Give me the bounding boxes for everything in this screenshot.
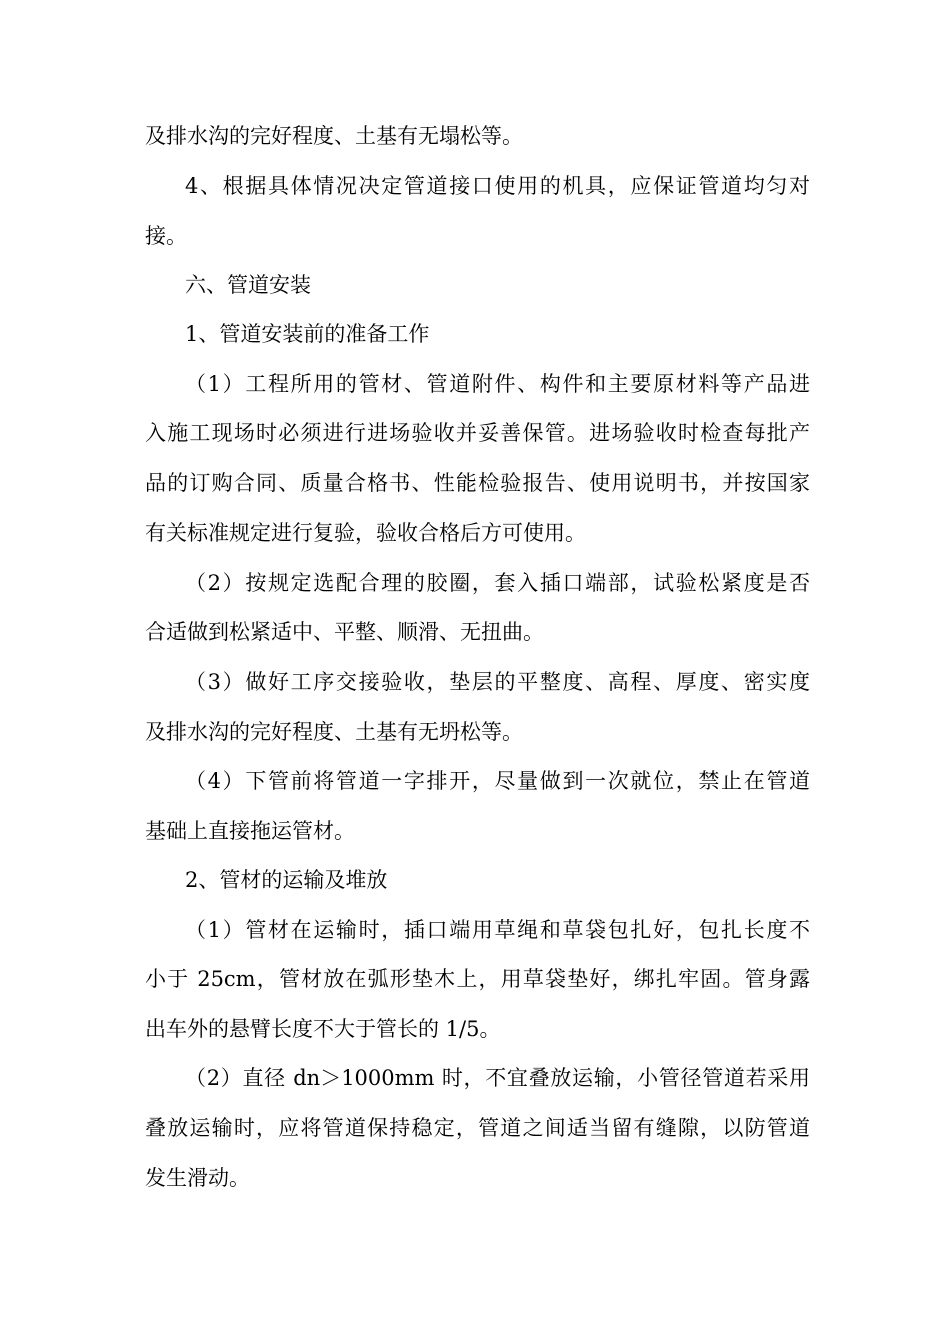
subsection-heading-2: 2、管材的运输及堆放 xyxy=(185,868,388,892)
text-line-6: （1）工程所用的管材、管道附件、构件和主要原材料等产品进 xyxy=(185,372,810,396)
text-line-21: 叠放运输时，应将管道保持稳定，管道之间适当留有缝隙，以防管道 xyxy=(145,1116,810,1140)
text-line-12: （3）做好工序交接验收，垫层的平整度、高程、厚度、密实度 xyxy=(185,670,810,694)
text-line-10: （2）按规定选配合理的胶圈，套入插口端部，试验松紧度是否 xyxy=(185,571,810,595)
text-line-19: 出车外的悬臂长度不大于管长的 1/5。 xyxy=(145,1017,501,1041)
text-line-7: 入施工现场时必须进行进场验收并妥善保管。进场验收时检查每批产 xyxy=(145,421,810,445)
text-line-15: 基础上直接拖运管材。 xyxy=(145,819,355,843)
text-line-17: （1）管材在运输时，插口端用草绳和草袋包扎好，包扎长度不 xyxy=(185,918,810,942)
subsection-heading-1: 1、管道安装前的准备工作 xyxy=(185,322,430,346)
text-line-1: 及排水沟的完好程度、土基有无塌松等。 xyxy=(145,124,523,148)
text-line-2: 4、根据具体情况决定管道接口使用的机具，应保证管道均匀对 xyxy=(185,174,810,198)
text-line-20: （2）直径 dn＞1000mm 时，不宜叠放运输，小管径管道若采用 xyxy=(185,1066,810,1090)
text-line-3: 接。 xyxy=(145,224,187,248)
text-line-18: 小于 25cm，管材放在弧形垫木上，用草袋垫好，绑扎牢固。管身露 xyxy=(145,967,810,991)
text-line-14: （4）下管前将管道一字排开，尽量做到一次就位，禁止在管道 xyxy=(185,769,810,793)
section-heading: 六、管道安装 xyxy=(185,273,311,297)
text-line-9: 有关标准规定进行复验，验收合格后方可使用。 xyxy=(145,521,586,545)
text-line-22: 发生滑动。 xyxy=(145,1166,250,1190)
text-line-13: 及排水沟的完好程度、土基有无坍松等。 xyxy=(145,720,523,744)
text-line-8: 品的订购合同、质量合格书、性能检验报告、使用说明书，并按国家 xyxy=(145,471,810,495)
text-line-11: 合适做到松紧适中、平整、顺滑、无扭曲。 xyxy=(145,620,544,644)
